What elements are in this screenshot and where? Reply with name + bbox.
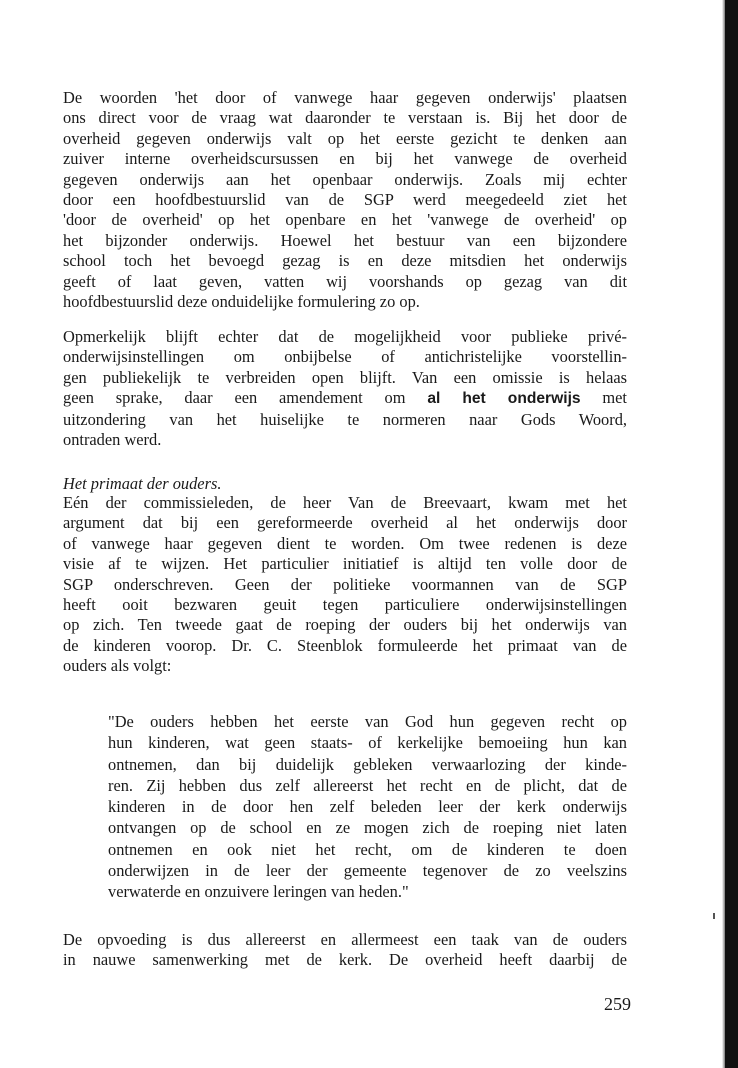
text-line: heeft ooit bezwaren geuit tegen particuliere onderwijsinstellingen [63, 595, 627, 615]
text-line: De opvoeding is dus allereerst en allermeest een taak van de ouders [63, 930, 627, 949]
text-line: gen publiekelijk te verbreiden open blijft. Van een omissie is helaas [63, 367, 627, 387]
text-line: uitzondering van het huiselijke te normeren naar Gods Woord, [63, 409, 627, 429]
text-line: in nauwe samenwerking met de kerk. De overheid heeft daarbij de [63, 950, 627, 970]
quote-line: hun kinderen, wat geen staats- of kerkelijke bemoeiing hun kan [108, 733, 627, 753]
text-line: argument dat bij een gereformeerde overheid al het onderwijs door [63, 513, 627, 533]
text-line: visie af te wijzen. Het particulier initiatief is altijd ten volle door de [63, 554, 627, 574]
paragraph-3 [63, 493, 627, 677]
text-line: of vanwege haar gegeven dient te worden. Om twee redenen is deze [63, 533, 627, 553]
text-line: onderwijsinstellingen om onbijbelse of antichristelijke voorstellin- [63, 347, 627, 367]
scan-edge [725, 0, 738, 1068]
quote-line: verwaterde en onzuivere leringen van heden." [108, 882, 409, 902]
text-line: ons direct voor de vraag wat daaronder te verstaan is. Bij het door de [63, 108, 627, 128]
paragraph-1 [63, 88, 627, 312]
text-line: zuiver interne overheidscursussen en bij het vanwege de overheid [63, 149, 627, 169]
block-quote [108, 711, 627, 903]
text-line: De woorden 'het door of vanwege haar gegeven onderwijs' plaatsen [63, 88, 627, 107]
text-line: school toch het bevoegd gezag is en deze mitsdien het onderwijs [63, 251, 627, 271]
paragraph-2 [63, 327, 627, 450]
text-line: ouders als volgt: [63, 656, 172, 676]
text-line: gegeven onderwijs aan het openbaar onderwijs. Zoals mij echter [63, 169, 627, 189]
section-heading: Het primaat der ouders. [63, 474, 222, 493]
emphasis-bold: al het onderwijs [427, 390, 581, 408]
text-line: SGP onderschreven. Geen der politieke voormannen van de SGP [63, 574, 627, 594]
text-fragment: geen sprake, daar een amendement om [63, 388, 406, 408]
paragraph-4 [63, 930, 627, 971]
text-line: de kinderen voorop. Dr. C. Steenblok formuleerde het primaat van de [63, 635, 627, 655]
text-line: ontraden werd. [63, 430, 162, 450]
quote-line: "De ouders hebben het eerste van God hun gegeven recht op [108, 712, 627, 731]
text-line: hoofdbestuurslid deze onduidelijke formulering zo op. [63, 292, 420, 312]
page-number: 259 [604, 994, 631, 1014]
text-line: op zich. Ten tweede gaat de roeping der ouders bij het onderwijs van [63, 615, 627, 635]
text-line: overheid gegeven onderwijs valt op het eerste gezicht te denken aan [63, 128, 627, 148]
text-fragment: met [602, 388, 627, 408]
text-line: het bijzonder onderwijs. Hoewel het bestuur van een bijzondere [63, 230, 627, 250]
text-line: door een hoofdbestuurslid van de SGP werd meegedeeld ziet het [63, 190, 627, 210]
quote-line: kinderen in de door hen zelf beleden leer der kerk onderwijs [108, 797, 627, 817]
text-line: geeft of laat geven, vatten wij voorshands op gezag van dit [63, 271, 627, 291]
quote-line: ontvangen op de school en ze mogen zich de roeping niet laten [108, 818, 627, 838]
text-line: 'door de overheid' op het openbare en het 'vanwege de overheid' op [63, 210, 627, 230]
text-line-with-emphasis [63, 388, 627, 409]
quote-line: ontnemen, dan bij duidelijk gebleken verwaarlozing der kinde- [108, 754, 627, 774]
quote-line: onderwijzen in de leer der gemeente tegenover de zo veelszins [108, 861, 627, 881]
text-line: Eén der commissieleden, de heer Van de Breevaart, kwam met het [63, 493, 627, 512]
scan-speck [713, 913, 715, 919]
text-line: Opmerkelijk blijft echter dat de mogelijkheid voor publieke privé- [63, 327, 627, 346]
quote-line: ontnemen en ook niet het recht, om de kinderen te doen [108, 839, 627, 859]
quote-line: ren. Zij hebben dus zelf allereerst het recht en de plicht, dat de [108, 775, 627, 795]
